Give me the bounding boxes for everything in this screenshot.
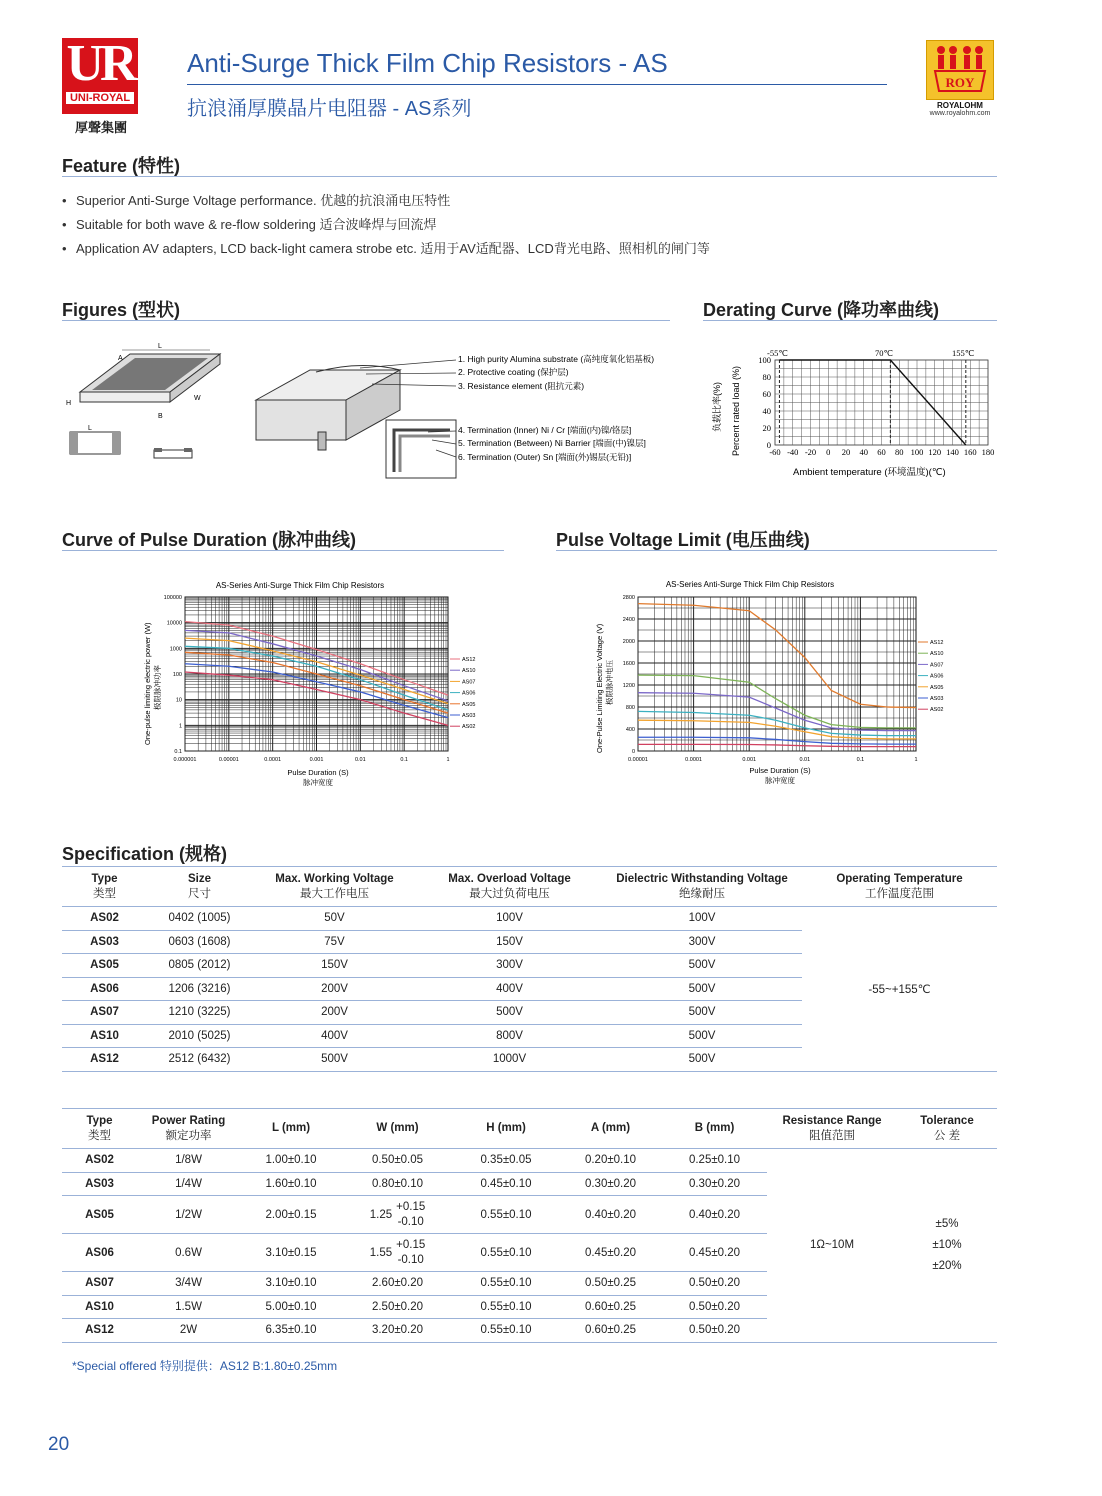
dim-cell: 0.60±0.25 — [559, 1295, 662, 1319]
derating-xtick: 80 — [895, 447, 904, 457]
chip-dimension-drawing — [66, 343, 220, 458]
pulse-duration-title: Curve of Pulse Duration (脉冲曲线) — [62, 530, 357, 550]
derating-marker-label: 70℃ — [875, 348, 894, 358]
svg-text:W: W — [194, 395, 201, 402]
spec-cell: 0603 (1608) — [147, 930, 252, 954]
layer-label: 6. Termination (Outer) Sn [端面(外)锡层(无铅)] — [458, 452, 632, 462]
dim-cell: 0.55±0.10 — [453, 1196, 559, 1234]
uniroyal-logo — [62, 35, 140, 136]
derating-xtick: -40 — [787, 447, 799, 457]
figures-title: Figures (型状) — [62, 300, 181, 320]
spec-cell: 500V — [417, 1001, 602, 1025]
dim-cell: 0.60±0.25 — [584, 1324, 637, 1337]
feature-title: Feature (特性) — [62, 156, 181, 176]
chart-title: AS-Series Anti-Surge Thick Film Chip Resistors — [665, 580, 835, 589]
resistor-figures — [60, 340, 680, 490]
derating-marker-label: 155℃ — [952, 348, 975, 358]
dim-cell: 0.55±0.10 — [453, 1295, 559, 1319]
derating-xtick: 160 — [963, 447, 977, 457]
spec-cell: 0805 (2012) — [147, 954, 252, 978]
dim-cell: AS06 — [62, 1234, 137, 1272]
dim-cell: 0.50±0.20 — [688, 1324, 741, 1337]
spec-cell: 150V — [252, 954, 417, 978]
svg-text:B: B — [158, 413, 163, 420]
dim-cell: 1.25 +0.15 -0.10 — [342, 1196, 453, 1234]
y-tick-label: 2800 — [622, 595, 635, 601]
legend-label: AS06 — [930, 673, 944, 680]
y-tick-label: 800 — [625, 705, 635, 711]
legend-label: AS02 — [462, 724, 476, 731]
pd-xlabel-cn: 脉冲宽度 — [303, 778, 333, 787]
legend-label: AS07 — [462, 679, 476, 686]
derating-marker-label: -55℃ — [767, 348, 788, 358]
dimension-table — [62, 1108, 997, 1343]
derating-divider — [703, 320, 997, 321]
pulse-duration-divider — [62, 550, 504, 551]
dim-cell: 3.10±0.15 — [240, 1234, 342, 1272]
y-tick-label: 10000 — [166, 620, 182, 627]
feature-item: • Suitable for both wave & re-flow soldering 适合波峰焊与回流焊 — [62, 217, 437, 232]
feature-item: • Application AV adapters, LCD back-light camera strobe etc. 适用于AV适配器、LCD背光电路、照相机的闸门等 — [62, 241, 710, 256]
dim-cell: 0.50±0.25 — [559, 1272, 662, 1296]
pv-ylabel-en: One-Pulse Limiting Electric Voltage (V) — [595, 623, 604, 753]
dim-cell: 2.50±0.20 — [342, 1295, 453, 1319]
spec-cell: 500V — [602, 1024, 802, 1048]
spec-row — [62, 907, 997, 931]
dim-cell: 1/4W — [137, 1172, 240, 1196]
y-tick-label: 0 — [631, 749, 635, 755]
layer-label: 3. Resistance element (阻抗元素) — [458, 381, 585, 391]
dim-cell: 0.55±0.10 — [453, 1272, 559, 1296]
derating-ytick: 80 — [762, 372, 771, 382]
spec-cell: 0402 (1005) — [147, 907, 252, 931]
dim-cell: 0.20±0.10 — [559, 1149, 662, 1173]
tolerance-cell: ±5% ±10% ±20% — [932, 1217, 962, 1272]
page-number: 20 — [48, 1434, 70, 1455]
y-tick-label: 1 — [178, 723, 182, 730]
page-title-cn: 抗浪涌厚膜晶片电阻器 - AS系列 — [187, 98, 472, 120]
layer-label: 4. Termination (Inner) Ni / Cr [端面(内)镍/铬层] — [458, 425, 632, 435]
derating-title: Derating Curve (降功率曲线) — [703, 300, 940, 320]
pd-xlabel-en: Pulse Duration (S) — [287, 768, 349, 777]
spec-cell: 200V — [252, 1001, 417, 1025]
spec-cell: 1210 (3225) — [147, 1001, 252, 1025]
spec-cell: 500V — [602, 977, 802, 1001]
dim-header: Tolerance 公 差 — [920, 1114, 974, 1142]
x-tick-label: 0.00001 — [218, 757, 239, 763]
spec-cell: 400V — [417, 977, 602, 1001]
logo-mark: UR — [66, 35, 134, 92]
chart-title: AS-Series Anti-Surge Thick Film Chip Resistors — [215, 581, 385, 590]
legend-label: AS03 — [930, 696, 944, 702]
pv-xlabel-cn: 脉冲宽度 — [765, 776, 795, 785]
dim-header: Type 类型 — [86, 1114, 113, 1142]
svg-text:A: A — [118, 355, 123, 362]
derating-xtick: 20 — [841, 447, 851, 457]
x-tick-label: 1 — [914, 757, 918, 763]
dim-cell: 0.40±0.20 — [662, 1196, 767, 1234]
dim-cell: 0.50±0.20 — [662, 1295, 767, 1319]
dim-cell: 5.00±0.10 — [240, 1295, 342, 1319]
dim-cell: 0.30±0.20 — [559, 1172, 662, 1196]
legend-label: AS12 — [462, 657, 476, 663]
x-tick-label: 0.1 — [400, 757, 408, 763]
dim-cell: AS07 — [62, 1272, 137, 1296]
spec-cell: AS05 — [62, 954, 147, 978]
dim-cell: 0.6W — [137, 1234, 240, 1272]
derating-ylabel-cn: 负载比率(%) — [712, 382, 722, 432]
dim-cell: 1.55 +0.15 -0.10 — [342, 1234, 453, 1272]
x-tick-label: 0.1 — [856, 757, 865, 763]
derating-xlabel: Ambient temperature (环境温度)(℃) — [793, 467, 946, 478]
legend-label: AS02 — [930, 707, 944, 714]
spec-cell: 500V — [321, 1053, 348, 1066]
legend-label: AS05 — [930, 684, 944, 691]
x-tick-label: 0.0001 — [685, 757, 703, 763]
spec-cell: 50V — [252, 907, 417, 931]
royalohm-brand: ROYALOHM — [937, 101, 983, 110]
pv-xlabel-en: Pulse Duration (S) — [749, 766, 811, 775]
spec-cell: AS02 — [62, 907, 147, 931]
spec-cell: AS10 — [62, 1024, 147, 1048]
derating-ytick: 100 — [758, 355, 771, 365]
dim-cell: 1.60±0.10 — [240, 1172, 342, 1196]
spec-cell: 800V — [417, 1024, 602, 1048]
dim-cell: 0.55±0.10 — [480, 1324, 532, 1337]
spec-header-type: Type 类型 — [91, 872, 118, 900]
feature-item: • Superior Anti-Surge Voltage performance. 优越的抗浪涌电压特性 — [62, 193, 451, 208]
feature-divider — [62, 176, 997, 177]
spec-header-temp: Operating Temperature 工作温度范围 — [836, 872, 963, 900]
dim-cell: AS10 — [62, 1295, 137, 1319]
dim-cell: 2W — [179, 1324, 198, 1337]
dim-header: L (mm) — [271, 1122, 311, 1134]
x-tick-label: 0.001 — [742, 757, 757, 763]
y-tick-label: 0.1 — [174, 749, 182, 755]
title-divider — [187, 84, 887, 85]
pulse-voltage-chart — [590, 575, 970, 795]
y-tick-label: 10 — [175, 697, 182, 704]
y-tick-label: 100000 — [163, 595, 182, 601]
pulse-voltage-title: Pulse Voltage Limit (电压曲线) — [556, 530, 810, 550]
layer-label: 1. High purity Alumina substrate (高纯度氧化铝基板) — [458, 354, 655, 364]
dim-header: B (mm) — [694, 1122, 735, 1134]
derating-xtick: 40 — [859, 447, 868, 457]
spec-cell: 400V — [252, 1024, 417, 1048]
resistance-range-cell: 1Ω~10M — [809, 1239, 855, 1252]
dim-header: Resistance Range 阻值范围 — [782, 1114, 882, 1142]
legend-label: AS10 — [930, 651, 944, 658]
spec-cell: AS06 — [62, 977, 147, 1001]
dim-cell: 1.5W — [137, 1295, 240, 1319]
logo-group-cn: 厚聲集團 — [74, 121, 127, 136]
spec-cell: 300V — [602, 930, 802, 954]
derating-xtick: -20 — [804, 447, 817, 457]
spec-cell: 200V — [252, 977, 417, 1001]
spec-cell: 75V — [252, 930, 417, 954]
dim-cell: 6.35±0.10 — [265, 1324, 317, 1337]
dim-row — [62, 1149, 997, 1173]
derating-ytick: 20 — [762, 423, 771, 433]
dim-cell: 1/2W — [137, 1196, 240, 1234]
dim-header: W (mm) — [376, 1122, 419, 1134]
x-tick-label: 0.01 — [799, 757, 811, 763]
roy-mark-text: ROY — [945, 75, 975, 90]
spec-cell: 500V — [602, 1001, 802, 1025]
derating-xtick: 140 — [946, 447, 959, 457]
y-tick-label: 100 — [172, 672, 182, 678]
spec-cell: 150V — [417, 930, 602, 954]
x-tick-label: 0.000001 — [173, 757, 197, 763]
spec-cell: 300V — [417, 954, 602, 978]
dim-cell: AS02 — [62, 1149, 137, 1173]
derating-ytick: 60 — [762, 389, 771, 399]
x-tick-label: 1 — [446, 757, 450, 763]
y-tick-label: 1600 — [622, 661, 635, 667]
y-tick-label: 1000 — [169, 646, 182, 653]
royalohm-mark — [926, 40, 994, 100]
dim-cell: 0.55±0.10 — [453, 1234, 559, 1272]
dim-cell: AS03 — [62, 1172, 137, 1196]
pv-ylabel-cn: 极限脉冲电压 — [605, 660, 614, 705]
dim-cell: 2.00±0.15 — [240, 1196, 342, 1234]
figures-divider — [62, 320, 670, 321]
y-tick-label: 2000 — [622, 639, 635, 645]
dim-cell: AS12 — [85, 1324, 114, 1337]
derating-ytick: 40 — [762, 406, 771, 416]
svg-text:H: H — [66, 400, 72, 407]
page-title-en: Anti-Surge Thick Film Chip Resistors - AS — [187, 48, 668, 78]
layer-label: 2. Protective coating (保护层) — [458, 367, 569, 377]
y-tick-label: 400 — [625, 727, 635, 733]
dim-cell: 0.80±0.10 — [342, 1172, 453, 1196]
x-tick-label: 0.01 — [354, 757, 366, 763]
dim-cell: 3/4W — [137, 1272, 240, 1296]
pulse-duration-chart — [140, 575, 500, 795]
derating-xtick: 60 — [877, 447, 886, 457]
spec-cell: AS03 — [62, 930, 147, 954]
dim-cell: 0.50±0.05 — [342, 1149, 453, 1173]
dim-cell: 1/8W — [137, 1149, 240, 1173]
legend-label: AS07 — [930, 662, 944, 669]
dim-cell: 0.45±0.20 — [662, 1234, 767, 1272]
derating-xtick: 180 — [981, 447, 995, 457]
pulse-voltage-divider — [556, 550, 997, 551]
derating-ytick: 0 — [766, 440, 771, 450]
legend-label: AS06 — [462, 690, 476, 697]
legend-label: AS03 — [462, 713, 476, 719]
derating-xtick: 0 — [826, 447, 831, 457]
spec-header-dielectric: Dielectric Withstanding Voltage 绝缘耐压 — [616, 872, 788, 900]
pd-ylabel-cn: 极限脉冲功率 — [153, 665, 162, 710]
spec-cell: 500V — [602, 954, 802, 978]
spec-cell: 500V — [688, 1053, 716, 1066]
dim-cell: 0.40±0.20 — [559, 1196, 662, 1234]
pd-ylabel-en: One-pulse limiting electric power (W) — [143, 622, 152, 745]
x-tick-label: 0.0001 — [264, 757, 282, 763]
dim-header: Power Rating 额定功率 — [151, 1114, 226, 1142]
dim-cell: 0.35±0.05 — [453, 1149, 559, 1173]
spec-cell: 1206 (3216) — [147, 977, 252, 1001]
spec-cell: AS12 — [90, 1053, 119, 1066]
spec-title: Specification (规格) — [62, 844, 228, 864]
legend-label: AS05 — [462, 701, 476, 708]
dim-cell: 2.60±0.20 — [342, 1272, 453, 1296]
dim-cell: 3.20±0.20 — [371, 1324, 424, 1337]
x-tick-label: 0.00001 — [628, 757, 648, 763]
dim-cell: AS05 — [62, 1196, 137, 1234]
spec-header-overload: Max. Overload Voltage 最大过负荷电压 — [448, 872, 571, 900]
spec-cell: 2512 (6432) — [168, 1053, 231, 1066]
y-tick-label: 2400 — [622, 617, 635, 623]
dim-cell: 0.25±0.10 — [662, 1149, 767, 1173]
dim-header: A (mm) — [590, 1122, 631, 1134]
derating-xtick: 100 — [910, 447, 924, 457]
dim-cell: 3.10±0.10 — [240, 1272, 342, 1296]
spec-cell: 1000V — [492, 1053, 527, 1066]
svg-text:L: L — [158, 343, 162, 350]
derating-chart — [705, 340, 1000, 485]
dim-cell: 0.30±0.20 — [662, 1172, 767, 1196]
layer-label: 5. Termination (Between) Ni Barrier [端面(中)镍层] — [458, 438, 646, 448]
royalohm-logo — [920, 40, 1000, 117]
derating-xtick: -60 — [769, 447, 781, 457]
special-note: *Special offered 特别提供：AS12 B:1.80±0.25mm — [72, 1359, 338, 1373]
spec-header-working: Max. Working Voltage 最大工作电压 — [275, 872, 394, 900]
y-tick-label: 1200 — [622, 683, 635, 689]
spec-cell: 100V — [602, 907, 802, 931]
spec-temp-cell: -55~+155℃ — [868, 983, 931, 996]
spec-cell: 100V — [417, 907, 602, 931]
legend-label: AS10 — [462, 668, 476, 675]
dim-cell: 0.45±0.20 — [559, 1234, 662, 1272]
dim-cell: 0.50±0.20 — [662, 1272, 767, 1296]
dim-header: H (mm) — [486, 1122, 526, 1134]
legend-label: AS12 — [930, 640, 944, 646]
x-tick-label: 0.001 — [309, 757, 324, 763]
spec-table — [62, 866, 997, 1072]
spec-header-size: Size 尺寸 — [187, 872, 211, 900]
derating-ylabel-en: Percent rated load (%) — [731, 365, 741, 456]
royalohm-url: www.royalohm.com — [929, 110, 991, 117]
spec-cell: 2010 (5025) — [147, 1024, 252, 1048]
dim-cell: 1.00±0.10 — [240, 1149, 342, 1173]
derating-xtick: 120 — [928, 447, 942, 457]
svg-text:L: L — [88, 425, 92, 432]
layer-cutaway-drawing — [256, 365, 456, 478]
spec-cell: AS07 — [62, 1001, 147, 1025]
dim-cell: 0.45±0.10 — [453, 1172, 559, 1196]
logo-brand: UNI-ROYAL — [66, 92, 134, 104]
